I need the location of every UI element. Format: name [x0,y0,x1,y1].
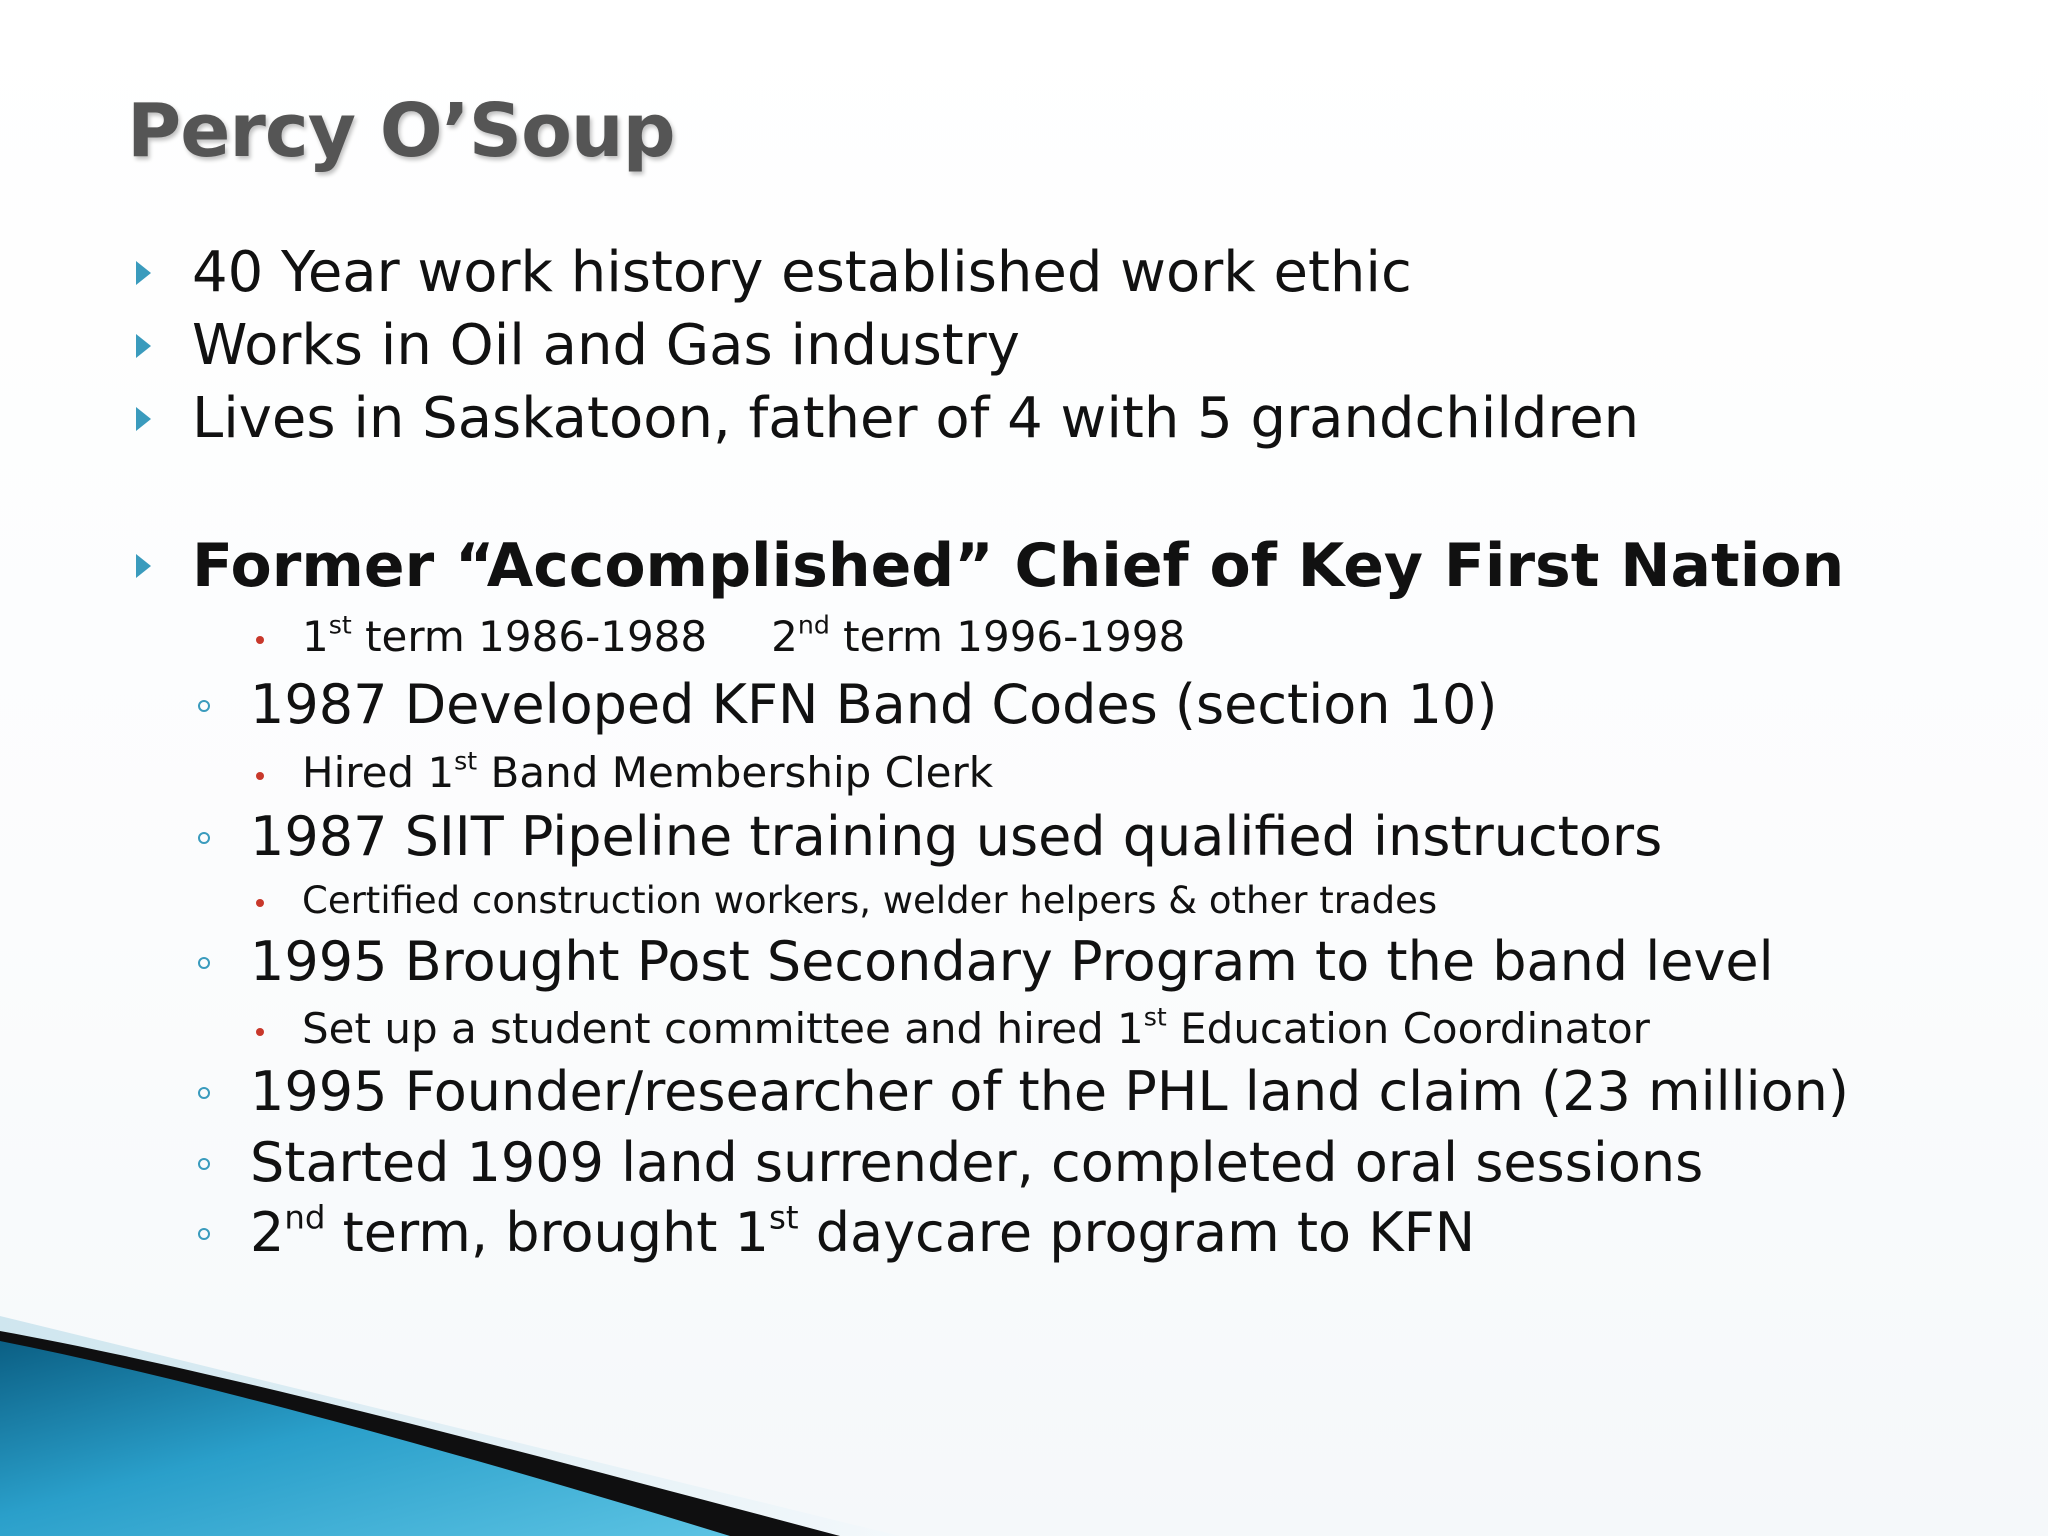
dot-bullet-icon [256,899,264,907]
detail-text: Certified construction workers, welder helpers & other trades [302,879,1438,922]
detail-text: Set up a student committee and hired 1st Education Coordinator [302,1002,1650,1053]
arrow-bullet-icon [136,334,151,358]
slide-title: Percy O’Soup [127,88,675,174]
circle-bullet-icon [198,1228,210,1240]
arrow-bullet-icon [136,554,151,578]
decorative-swoosh [0,1276,2048,1536]
detail-text: Hired 1st Band Membership Clerk [302,746,994,797]
circle-bullet-icon [198,700,210,712]
sub-text: Started 1909 land surrender, completed oral sessions [250,1131,1704,1194]
circle-bullet-icon [198,1158,210,1170]
sub-text: 1987 SIIT Pipeline training used qualified instructors [250,805,1663,868]
dot-bullet-icon [256,772,264,780]
bullet-text: 40 Year work history established work ethic [192,240,1412,305]
dot-bullet-icon [256,1028,264,1036]
bullet-text: Former “Accomplished” Chief of Key First Nation [192,531,1845,601]
bullet-text: Works in Oil and Gas industry [192,313,1020,378]
circle-bullet-icon [198,957,210,969]
bullet-text: Lives in Saskatoon, father of 4 with 5 grandchildren [192,386,1640,451]
dot-bullet-icon [256,636,264,644]
circle-bullet-icon [198,1087,210,1099]
sub-text: 2nd term, brought 1st daycare program to KFN [250,1198,1476,1264]
sub-text: 1995 Brought Post Secondary Program to the band level [250,930,1774,993]
sub-text: 1987 Developed KFN Band Codes (section 10) [250,673,1498,736]
terms-text: 1st term 1986-1988 2nd term 1996-1998 [302,610,1186,661]
circle-bullet-icon [198,832,210,844]
arrow-bullet-icon [136,261,151,285]
sub-text: 1995 Founder/researcher of the PHL land claim (23 million) [250,1060,1849,1123]
arrow-bullet-icon [136,407,151,431]
